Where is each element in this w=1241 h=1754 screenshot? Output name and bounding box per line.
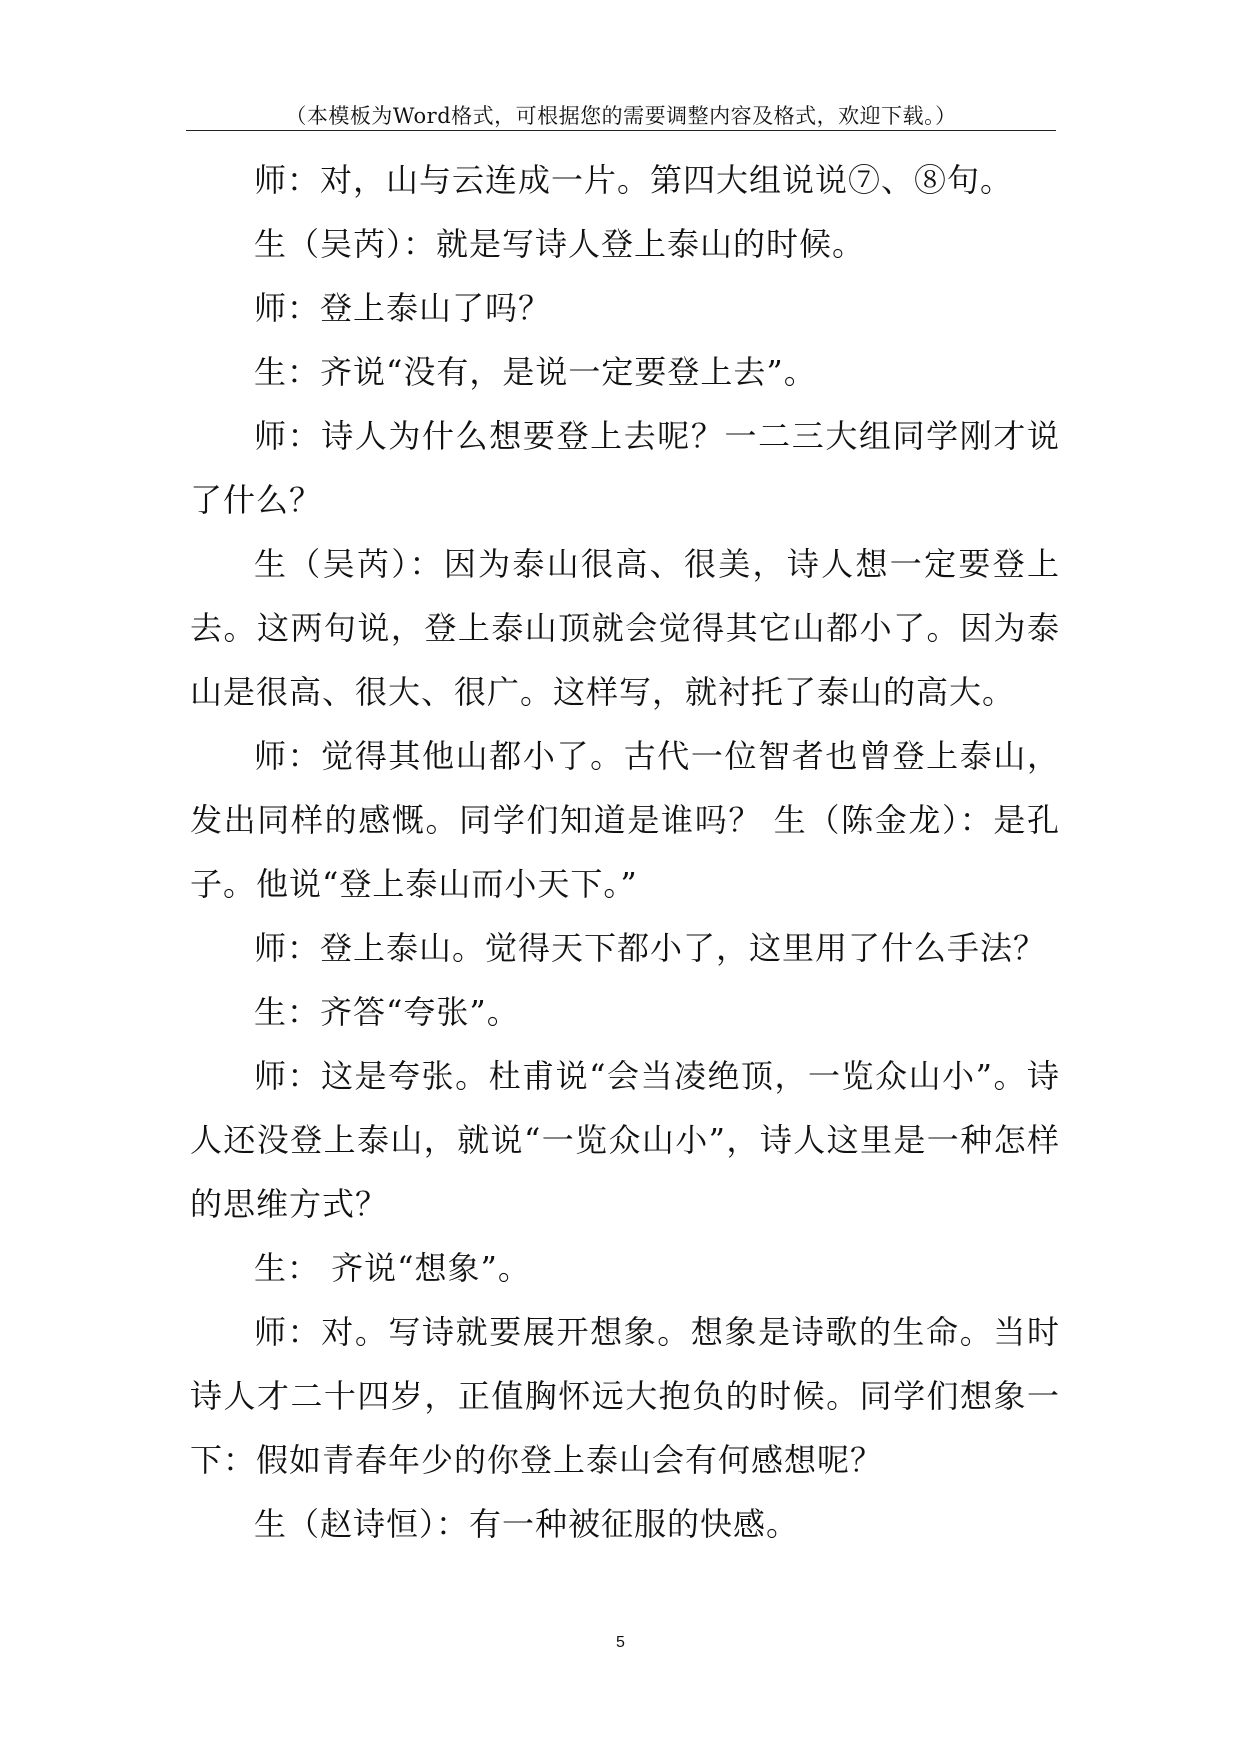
paragraph: 师：对。写诗就要展开想象。想象是诗歌的生命。当时诗人才二十四岁，正值胸怀远大抱负的时候。同学们想象一下：假如青春年少的你登上泰山会有何感想呢？ xyxy=(190,1313,1060,1479)
paragraph: 师：登上泰山。觉得天下都小了，这里用了什么手法？ xyxy=(254,929,1047,967)
paragraph: 生： 齐说“想象”。 xyxy=(254,1249,531,1287)
paragraph: 师：这是夸张。杜甫说“会当凌绝顶，一览众山小”。诗人还没登上泰山，就说“一览众山小”，诗人这里是一种怎样的思维方式？ xyxy=(190,1057,1060,1223)
paragraph: 生：齐说“没有，是说一定要登上去”。 xyxy=(254,353,817,391)
paragraph: 师：对，山与云连成一片。第四大组说说⑦、⑧句。 xyxy=(254,161,1014,199)
paragraph: 生：齐答“夸张”。 xyxy=(254,993,520,1031)
paragraph: 生（吴芮）：因为泰山很高、很美，诗人想一定要登上去。这两句说，登上泰山顶就会觉得其它山都小了。因为泰山是很高、很大、很广。这样写，就衬托了泰山的高大。 xyxy=(190,545,1060,711)
document-body xyxy=(190,148,1060,1556)
header-divider xyxy=(186,130,1056,131)
paragraph: 生（赵诗恒）：有一种被征服的快感。 xyxy=(254,1505,800,1543)
paragraph: 师：觉得其他山都小了。古代一位智者也曾登上泰山，发出同样的感慨。同学们知道是谁吗？ 生（陈金龙）：是孔子。他说“登上泰山而小天下。” xyxy=(190,737,1060,903)
page-header: （本模板为Word格式，可根据您的需要调整内容及格式，欢迎下载。） xyxy=(285,104,957,128)
paragraph: 生（吴芮）：就是写诗人登上泰山的时候。 xyxy=(254,225,866,263)
paragraph: 师：诗人为什么想要登上去呢？一二三大组同学刚才说了什么？ xyxy=(190,417,1060,519)
paragraph: 师：登上泰山了吗？ xyxy=(254,289,552,327)
page-number: 5 xyxy=(616,1634,625,1651)
